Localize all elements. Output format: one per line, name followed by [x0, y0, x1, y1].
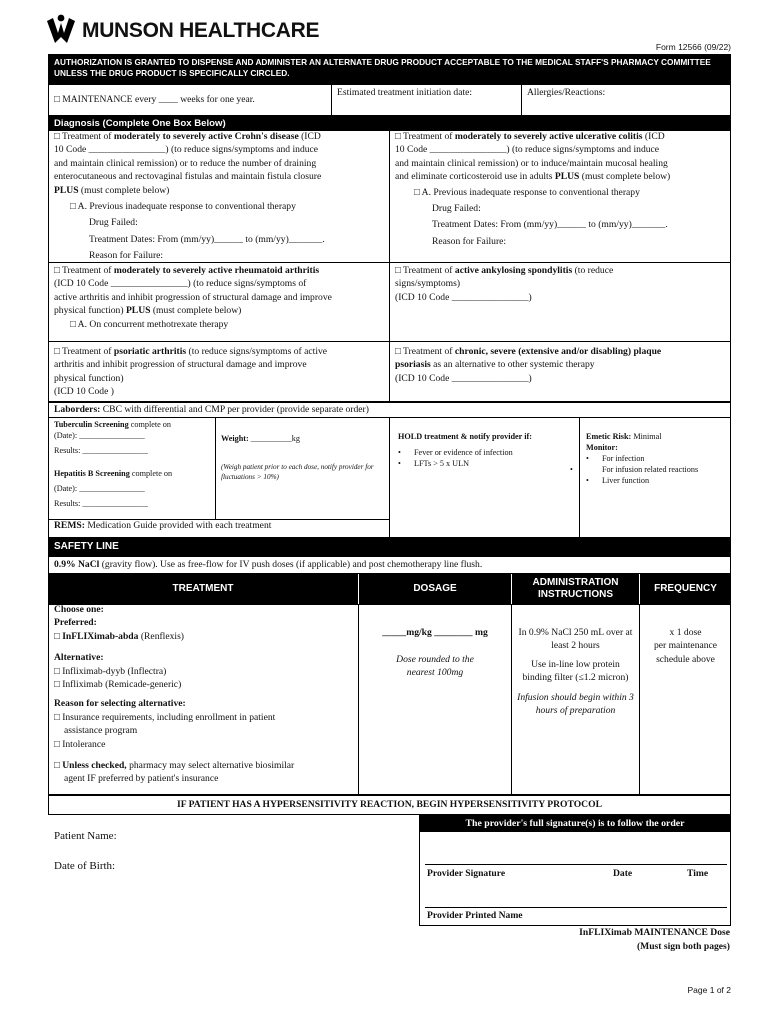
page-number: Page 1 of 2 — [687, 985, 731, 995]
hep-date-field[interactable]: (Date): ________________ — [54, 484, 145, 493]
brand-name: MUNSON HEALTHCARE — [82, 19, 320, 42]
hold-item: • LFTs > 5 x ULN — [398, 458, 576, 469]
allergies-label: Allergies/Reactions: — [527, 87, 606, 98]
unless-checked-option[interactable]: □ Unless checked, pharmacy may select alternative biosimilar agent IF preferred by patient's insurance — [54, 760, 295, 785]
reason-intolerance[interactable]: □ Intolerance — [54, 738, 106, 750]
dose-note: Dose rounded to the nearest 100mg — [396, 654, 474, 679]
dx-ankylosing-spondylitis[interactable]: □ Treatment of active ankylosing spondylitis (to reduce signs/symptoms) (ICD 10 Code ________________) — [395, 265, 614, 303]
dose-field[interactable]: _____mg/kg ________ mg — [382, 627, 488, 638]
hold-treatment: HOLD treatment & notify provider if: • Fever or evidence of infection • LFTs > 5 x ULN — [398, 431, 576, 469]
est-date-label: Estimated treatment initiation date: — [337, 87, 473, 98]
provider-printed-name-field[interactable]: Provider Printed Name — [427, 910, 523, 921]
weight-note: (Weigh patient prior to each dose, notify provider for fluctuations > 10%) — [221, 463, 374, 481]
diagnosis-title: Diagnosis (Complete One Box Below) — [48, 116, 731, 130]
frequency: x 1 dose per maintenance schedule above — [653, 627, 718, 665]
crohns-option-a[interactable]: □ A. Previous inadequate response to conventional therapy — [70, 201, 296, 213]
th-admin: ADMINISTRATION INSTRUCTIONS — [512, 574, 639, 604]
monitor-item: • For infection — [586, 453, 728, 464]
reason-insurance[interactable]: □ Insurance requirements, including enrollment in patient assistance program — [54, 711, 276, 737]
brand-logo — [44, 12, 319, 50]
lab-orders: Laborders: CBC with differential and CMP per provider (provide separate order) — [54, 404, 369, 415]
weight-field[interactable]: Weight: __________kg — [221, 434, 300, 443]
option-inflectra[interactable]: □ Infliximab-dyyb (Inflectra) — [54, 665, 167, 677]
th-treatment: TREATMENT — [48, 574, 358, 604]
dx-crohns[interactable]: □ Treatment of moderately to severely active Crohn's disease (ICD 10 Code ________________) (to reduce signs/symptoms and induce and maintain clinical remission) or to reduce the number of draining enterocutaneous and rectovaginal fistulas and maintain fistula closure PLUS (must complete below) □ A. Previous inadequate response to conventional therapy Drug Failed: Treatment Dates: From (mm/yy)______ to (mm/yy)_______. Reason for Failure: — [54, 130, 386, 263]
option-remicade-generic[interactable]: □ Infliximab (Remicade-generic) — [54, 679, 182, 691]
form-number: Form 12566 (09/22) — [655, 42, 731, 52]
th-dosage: DOSAGE — [359, 574, 511, 604]
ra-option-a[interactable]: □ A. On concurrent methotrexate therapy — [70, 318, 229, 330]
dx-psoriatic-arthritis[interactable]: □ Treatment of psoriatic arthritis (to reduce signs/symptoms of active arthritis and inhibit progression of structural damage and improve physical function) (ICD 10 Code ) — [54, 346, 328, 398]
munson-logo-icon — [44, 13, 78, 49]
uc-option-a[interactable]: □ A. Previous inadequate response to conventional therapy — [414, 186, 640, 198]
date-of-birth-field[interactable]: Date of Birth: — [54, 860, 116, 872]
dx-ulcerative-colitis[interactable]: □ Treatment of moderately to severely active ulcerative colitis (ICD 10 Code ________________) (to reduce signs/symptoms and induce and maintain clinical remission) or to induce/maintain mucosal healing and eliminate corticosteroid use in adults PLUS (must complete below) □ A. Previous inadequate response to conventional therapy Drug Failed: Treatment Dates: From (mm/yy)______ to (mm/yy)_______. Reason for Failure: — [395, 130, 729, 248]
authorization-notice: AUTHORIZATION IS GRANTED TO DISPENSE AND ADMINISTER AN ALTERNATE DRUG PRODUCT ACCEPTABLE TO THE MEDICAL STAFF'S PHARMACY COMMITTEE UNLESS THE DRUG PRODUCT IS SPECIFICALLY CIRCLED. — [48, 54, 731, 84]
hold-item: • Fever or evidence of infection — [398, 447, 576, 458]
treatment-options: Choose one: Preferred: □ InFLIXimab-abda (Renflexis) Alternative: □ Infliximab-dyyb (Inflectra) □ Infliximab (Remicade-generic) Reason for selecting alternative: □ Insurance requirements, including enrollment in patient assistance program □ Intolerance □ Unless checked, pharmacy may select alternative biosimilar agent IF preferred by patient's insurance — [54, 603, 354, 786]
th-frequency: FREQUENCY — [640, 574, 731, 604]
maintenance-option[interactable]: □ MAINTENANCE every ____ weeks for one year. — [54, 94, 255, 105]
sign-both-pages-note: (Must sign both pages) — [636, 941, 730, 952]
patient-name-field[interactable]: Patient Name: — [54, 830, 117, 842]
dx-rheumatoid-arthritis[interactable]: □ Treatment of moderately to severely active rheumatoid arthritis (ICD 10 Code ________________) (to reduce signs/symptoms of active arthritis and inhibit progression of structural damage and improve physical function) PLUS (must complete below) □ A. On concurrent methotrexate therapy — [54, 264, 386, 331]
monitor-item: • For infusion related reactions — [586, 464, 728, 475]
provider-signature-field[interactable]: Provider Signature — [427, 868, 506, 879]
rems-note: REMS: Medication Guide provided with each treatment — [54, 520, 272, 531]
safety-line-text: 0.9% NaCl (gravity flow). Use as free-flow for IV push doses (if applicable) and post chemotherapy line flush. — [54, 559, 483, 570]
admin-instructions: In 0.9% NaCl 250 mL over at least 2 hours Use in-line low protein binding filter (≤1.2 micron) Infusion should begin within 3 hours of preparation — [517, 627, 634, 717]
document-title: InFLIXimab MAINTENANCE Dose — [579, 927, 730, 938]
tb-date-field[interactable]: (Date): ________________ — [54, 431, 145, 440]
tb-screening: Tuberculin Screening complete on (Date): ________________ Results: ________________ Hepatitis B Screening complete on (Date): ________________ Results: ________________ — [54, 419, 214, 509]
tb-results-field[interactable]: Results: ________________ — [54, 446, 148, 455]
hep-results-field[interactable]: Results: ________________ — [54, 499, 148, 508]
safety-line-title: SAFETY LINE — [48, 538, 731, 556]
dx-plaque-psoriasis[interactable]: □ Treatment of chronic, severe (extensive and/or disabling) plaque psoriasis as an alternative to other systemic therapy (ICD 10 Code ________________) — [395, 346, 662, 384]
signature-date-field[interactable]: Date — [613, 868, 633, 879]
emetic-monitor: Emetic Risk: Minimal Monitor: • For infection • For infusion related reactions • Liver function — [586, 431, 728, 486]
hypersensitivity-note: IF PATIENT HAS A HYPERSENSITIVITY REACTION, BEGIN HYPERSENSITIVITY PROTOCOL — [177, 799, 602, 810]
monitor-item: • Liver function — [586, 475, 728, 486]
signature-time-field[interactable]: Time — [687, 868, 709, 879]
option-inflximab-abda[interactable]: □ InFLIXimab-abda (Renflexis) — [54, 630, 184, 642]
signature-title: The provider's full signature(s) is to follow the order — [419, 815, 731, 832]
